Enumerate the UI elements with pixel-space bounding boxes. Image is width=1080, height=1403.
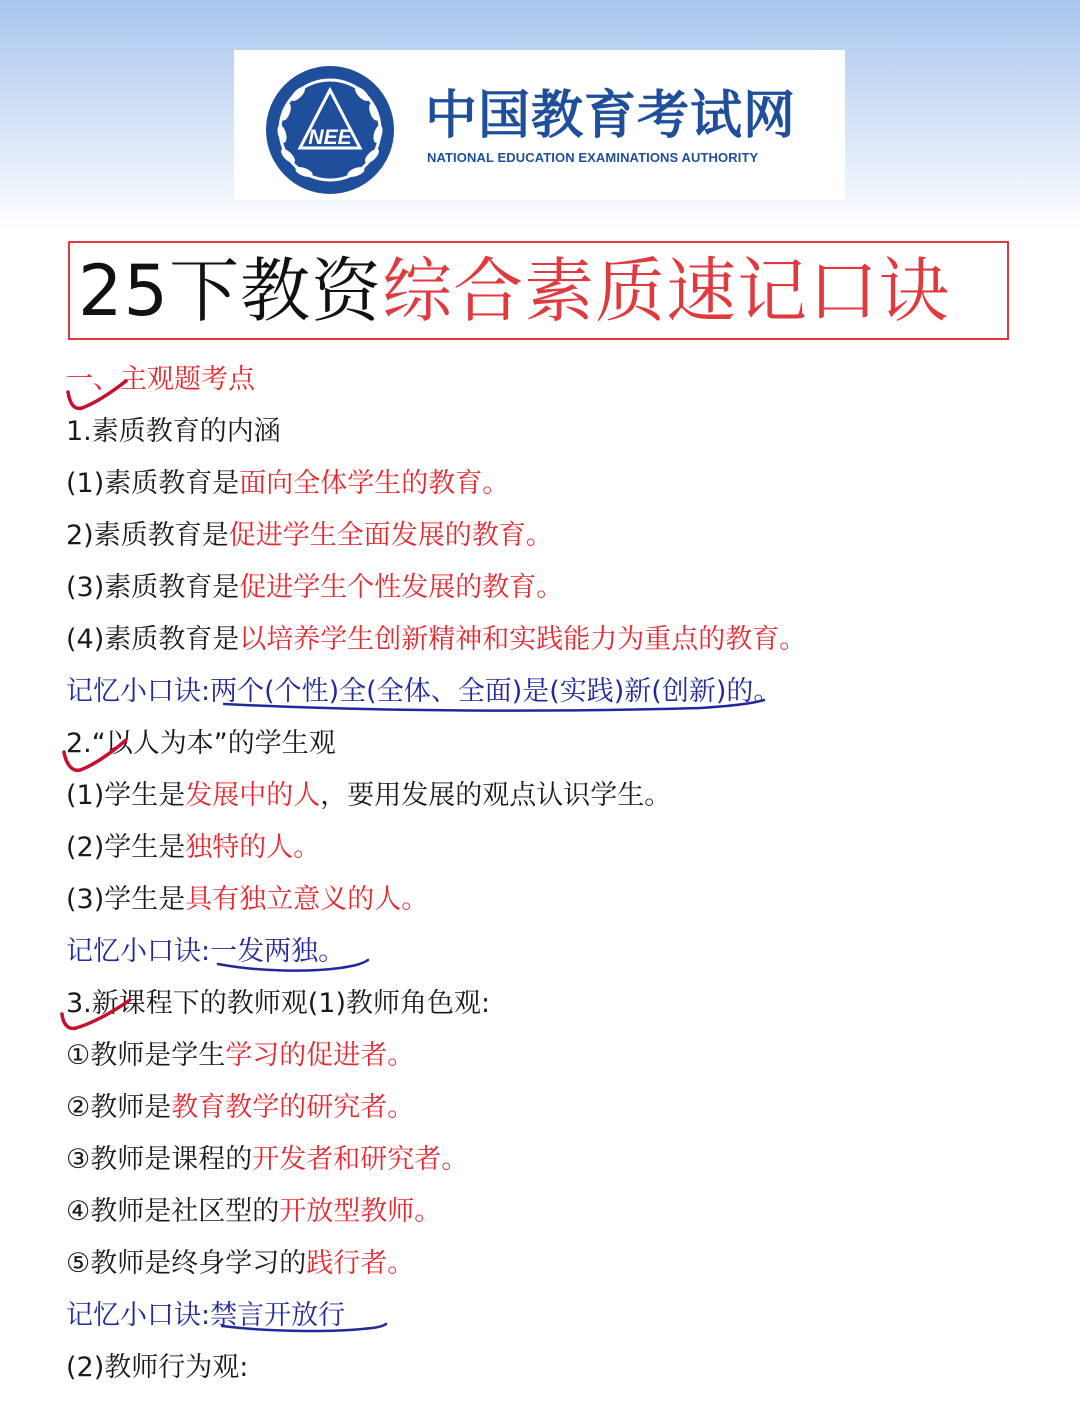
item-highlight: 促进学生全面发展的教育。 [228,520,553,551]
list-item [66,458,1026,510]
item-highlight: 开放型教师 [279,1196,415,1227]
item-prefix: ③教师是课程的 [66,1144,253,1175]
item-prefix: (1)素质教育是 [66,468,240,499]
item-prefix: (2)学生是 [66,832,186,863]
list-item [66,1030,1026,1082]
item-prefix: ⑤教师是终身学习的 [66,1248,307,1279]
list-item [66,562,1026,614]
item-highlight: 开发者和研究者 [252,1144,442,1175]
list-item [66,874,1026,926]
list-item [66,822,1026,874]
list-item [66,510,1026,562]
topic-heading-3: 3.新课程下的教师观(1)教师角色观: [66,988,491,1019]
item-highlight: 教育教学的研究者 [171,1092,388,1123]
mnemonic-2: 记忆小口诀:一发两独。 [66,936,346,967]
item-suffix: 。 [387,1248,415,1279]
item-highlight: 践行者 [306,1248,388,1279]
item-prefix: ②教师是 [66,1092,172,1123]
list-item [66,770,1026,822]
item-prefix: 2)素质教育是 [66,520,229,551]
item-prefix: (3)素质教育是 [66,572,240,603]
item-suffix: 。 [414,1196,442,1227]
list-item [66,1082,1026,1134]
item-highlight: 发展中的人 [185,780,321,811]
page-title [78,246,1008,336]
seal-text: NEE [308,126,352,149]
item-suffix: 。 [441,1144,469,1175]
topic-heading-2: 2.“以人为本”的学生观 [66,728,336,759]
item-prefix: ④教师是社区型的 [66,1196,280,1227]
item-suffix: 。 [293,832,321,863]
item-highlight: 独特的人 [185,832,294,863]
item-highlight: 具有独立意义的人 [185,884,402,915]
list-item [66,1238,1026,1290]
item-highlight: 面向全体学生的教育。 [239,468,510,499]
mnemonic-3: 记忆小口诀:禁言开放行 [66,1300,346,1331]
logo-chinese-text: 中国教育考试网 [425,86,797,146]
topic-heading-4: (2)教师行为观: [66,1352,249,1383]
item-prefix: (4)素质教育是 [66,624,240,655]
item-prefix: (3)学生是 [66,884,186,915]
item-suffix: 。 [401,884,429,915]
logo-english-text: NATIONAL EDUCATION EXAMINATIONS AUTHORITY [427,150,759,165]
list-item [66,1134,1026,1186]
section-heading: 一、主观题考点 [66,364,255,395]
topic-heading-1: 1.素质教育的内涵 [66,416,281,447]
item-prefix: ①教师是学生 [66,1040,226,1071]
item-suffix: ，要用发展的观点认识学生。 [320,780,672,811]
item-prefix: (1)学生是 [66,780,186,811]
item-suffix: 。 [387,1092,415,1123]
item-highlight: 学习的促进者 [225,1040,388,1071]
list-item [66,614,1026,666]
item-suffix: 。 [387,1040,415,1071]
mnemonic-1: 记忆小口诀:两个(个性)全(全体、全面)是(实践)新(创新)的。 [66,676,781,707]
list-item [66,1186,1026,1238]
title-black-part: 25下教资 [78,250,383,332]
item-highlight: 促进学生个性发展的教育。 [239,572,564,603]
nee-seal-icon [262,64,398,196]
title-red-part: 综合素质速记口诀 [382,250,951,332]
item-highlight: 以培养学生创新精神和实践能力为重点的教育。 [239,624,807,655]
